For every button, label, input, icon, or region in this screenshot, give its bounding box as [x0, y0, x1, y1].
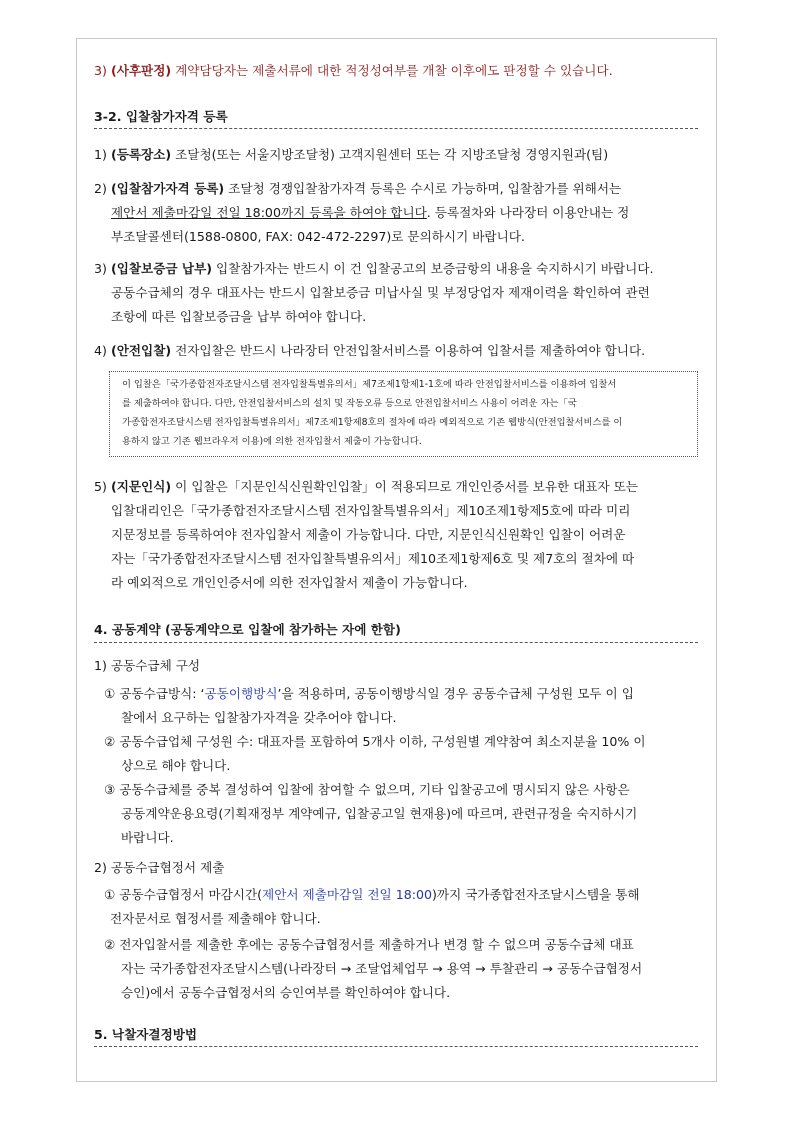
- divider: [94, 128, 698, 129]
- agreement-item-2-line2: 자는 국가종합전자조달시스템(나라장터 → 조달업체업무 → 용역 → 투찰관리 → 공동수급협정서: [121, 961, 643, 976]
- section-5-title: 5. 낙찰자결정방법: [94, 1027, 198, 1042]
- divider: [94, 1046, 698, 1047]
- item-fingerprint-recognition: 5) (지문인식) 이 입찰은「지문인식신원확인입찰」이 적용되므로 개인인증서를 보유한 대표자 또는: [94, 479, 638, 494]
- item-bid-bond-line3: 조항에 따른 입찰보증금을 납부 하여야 합니다.: [111, 309, 367, 324]
- item-bid-qualification-line3: 부조달콜센터(1588-0800, FAX: 042-472-2297)로 문의하시기 바랍니다.: [111, 229, 525, 244]
- consortium-item-3-line2: 공동계약운용요령(기획재정부 계약예규, 입찰공고일 현재용)에 따르며, 관련규정을 숙지하시기: [121, 806, 638, 821]
- item-fingerprint-line4: 자는「국가종합전자조달시스템 전자입찰특별유의서」제10조제1항제6호 및 제7호의 절차에 따: [111, 551, 635, 566]
- section-3-2-title: 3-2. 입찰참가자격 등록: [94, 109, 228, 124]
- agreement-item-1: ① 공동수급협정서 마감시간(제안서 제출마감일 전일 18:00)까지 국가종합전자조달시스템을 통해: [104, 887, 640, 902]
- divider: [94, 642, 698, 643]
- agreement-item-1-line2: 전자문서로 협정서를 제출해야 합니다.: [110, 911, 321, 926]
- consortium-item-2-line2: 상으로 해야 합니다.: [121, 758, 231, 773]
- item-bid-bond-payment: 3) (입찰보증금 납부) 입찰참가자는 반드시 이 건 입찰공고의 보증금항의 내용을 숙지하시기 바랍니다.: [94, 261, 654, 276]
- consortium-item-3-line3: 바랍니다.: [121, 830, 174, 845]
- item-fingerprint-line2: 입찰대리인은「국가종합전자조달시스템 전자입찰특별유의서」제10조제1항제5호에 따라 미리: [111, 503, 631, 518]
- item-3-post-judgment: 3) (사후판정) 계약담당자는 제출서류에 대한 적정성여부를 개찰 이후에도 판정할 수 있습니다.: [94, 63, 613, 78]
- subsection-consortium-agreement: 2) 공동수급협정서 제출: [94, 860, 225, 875]
- item-secure-bidding: 4) (안전입찰) 전자입찰은 반드시 나라장터 안전입찰서비스를 이용하여 입찰서를 제출하여야 합니다.: [94, 343, 646, 358]
- agreement-item-2: ② 전자입찰서를 제출한 후에는 공동수급협정서를 제출하거나 변경 할 수 없으며 공동수급체 대표: [104, 937, 634, 952]
- consortium-item-1-line2: 찰에서 요구하는 입찰참가자격을 갖추어야 합니다.: [121, 710, 397, 725]
- note-line: 이 입찰은「국가종합전자조달시스템 전자입찰특별유의서」제7조제1항제1-1호에 따라 안전입찰서비스를 이용하여 입찰서: [122, 379, 617, 390]
- item-bid-qualification-registration: 2) (입찰참가자격 등록) 조달청 경쟁입찰참가자격 등록은 수시로 가능하며, 입찰참가를 위해서는: [94, 181, 622, 196]
- subsection-consortium-formation: 1) 공동수급체 구성: [94, 658, 201, 673]
- item-bid-qualification-line2: 제안서 제출마감일 전일 18:00까지 등록을 하여야 합니다. 등록절차와 나라장터 이용안내는 정: [111, 205, 630, 220]
- item-fingerprint-line5: 라 예외적으로 개인인증서에 의한 전자입찰서 제출이 가능합니다.: [111, 575, 468, 590]
- section-4-title: 4. 공동계약 (공동계약으로 입찰에 참가하는 자에 한함): [94, 622, 401, 637]
- note-line: 가종합전자조달시스템 전자입찰특별유의서」제7조제1항제8호의 절차에 따라 예외적으로 기존 웹방식(안전입찰서비스를 이: [122, 417, 623, 428]
- consortium-item-3: ③ 공동수급체를 중복 결성하여 입찰에 참여할 수 없으며, 기타 입찰공고에 명시되지 않은 사항은: [104, 782, 630, 797]
- agreement-item-2-line3: 승인)에서 공동수급협정서의 승인여부를 확인하여야 합니다.: [121, 985, 451, 1000]
- consortium-item-2: ② 공동수급업체 구성원 수: 대표자를 포함하여 5개사 이하, 구성원별 계약참여 최소지분율 10% 이: [104, 734, 646, 749]
- item-bid-bond-line2: 공동수급체의 경우 대표사는 반드시 입찰보증금 미납사실 및 부정당업자 제재이력을 확인하여 관련: [111, 285, 650, 300]
- note-line: 용하지 않고 기존 웹브라우저 이용)에 의한 전자입찰서 제출이 가능합니다.: [122, 436, 422, 447]
- note-line: 를 제출하여야 합니다. 다만, 안전입찰서비스의 설치 및 작동오류 등으로 안전입찰서비스 사용이 어려운 자는「국: [122, 398, 577, 409]
- item-fingerprint-line3: 지문정보를 등록하여야 전자입찰서 제출이 가능합니다. 다만, 지문인식신원확인 입찰이 어려운: [111, 527, 626, 542]
- secure-bidding-note-box: [109, 371, 698, 457]
- consortium-item-1: ① 공동수급방식: ‘공동이행방식’을 적용하며, 공동이행방식일 경우 공동수급체 구성원 모두 이 입: [104, 686, 634, 701]
- item-registration-place: 1) (등록장소) 조달청(또는 서울지방조달청) 고객지원센터 또는 각 지방조달청 경영지원과(팀): [94, 147, 609, 162]
